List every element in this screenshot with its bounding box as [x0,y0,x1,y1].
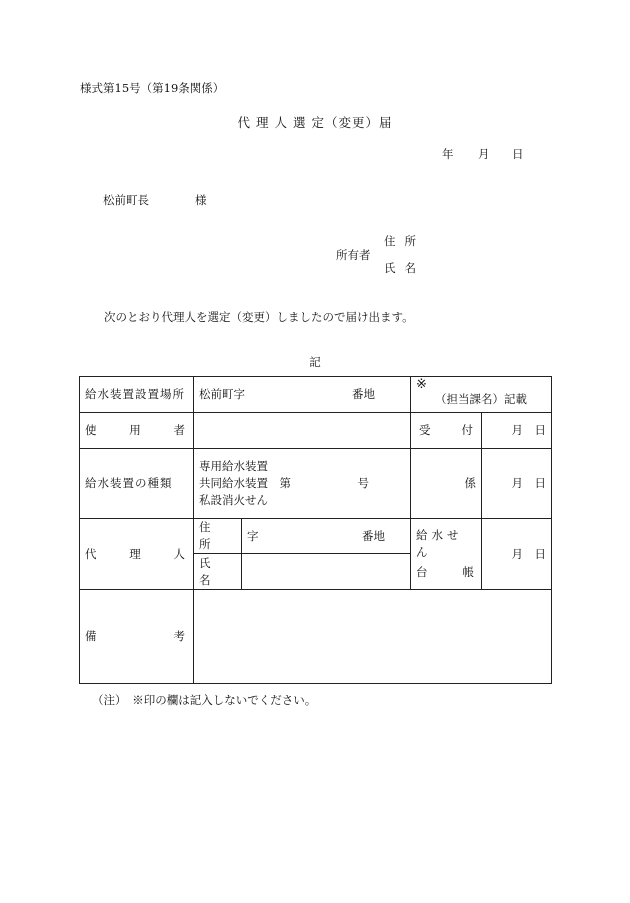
row-agent-address [80,519,552,554]
office-note: （担当課名）記載 [435,392,527,406]
type-option-2: 共同給水装置 第 [199,476,291,491]
form-table [79,376,552,684]
ledger-line2-wrap [416,564,476,581]
row-remarks [80,590,552,684]
row-location [80,377,552,413]
page-title: 代 理 人 選 定（変更）届 [237,115,393,130]
agent-label-3: 人 [173,546,185,561]
agent-aza: 字 [247,528,259,543]
ledger-date[interactable]: 月 日 [482,519,552,590]
location-field[interactable] [194,377,411,413]
type-option-1: 専用給水装置 [199,459,268,474]
agent-name-field[interactable] [242,554,411,590]
agent-name-label: 氏名 [199,555,221,587]
type-go: 号 [357,476,369,491]
agent-address-label: 住所 [199,520,221,551]
agent-address-label-cell [194,519,242,554]
remarks-label-1: 備 [85,629,97,644]
user-label-2: 用 [129,423,141,438]
agent-name-label-cell [194,554,242,590]
date-day: 日 [512,147,524,161]
kakari-label: 係 [411,449,482,519]
received-date[interactable]: 月 日 [482,413,552,449]
agent-label-1: 代 [85,546,97,561]
honorific: 様 [195,193,207,207]
agent-label-2: 理 [129,546,141,561]
ki-heading: 記 [309,355,321,369]
row-user [80,413,552,449]
location-label: 給水装置設置場所 [80,377,194,413]
type-option-3: 私設消火せん [199,492,268,507]
office-use-cell [411,377,552,413]
row-type [80,449,552,519]
ledger-line2-1: 台 [416,565,428,580]
type-field[interactable] [194,449,411,519]
remarks-label-2: 考 [173,629,185,644]
type-label: 給水装置の種類 [80,449,194,519]
date-month: 月 [478,147,490,161]
agent-label-cell [80,519,194,590]
ledger-label-cell [411,519,482,590]
office-mark: ※ [416,377,427,392]
agent-banchi: 番地 [362,528,385,543]
owner-label: 所有者 [336,248,371,262]
kakari-date[interactable]: 月 日 [482,449,552,519]
location-prefix: 松前町字 [199,387,245,402]
ledger-line1: 給水せん [416,527,463,559]
body-text: 次のとおり代理人を選定（変更）しましたので届け出ます。 [104,310,414,324]
user-label-cell [80,413,194,449]
addressee: 松前町長 [103,193,149,207]
user-label-1: 使 [85,423,97,438]
footnote: （注） ※印の欄は記入しないでください。 [92,693,317,707]
user-label-3: 者 [173,423,185,438]
ledger-line2-2: 帳 [462,565,474,580]
agent-address-field[interactable] [242,519,411,554]
date-year: 年 [442,147,454,161]
received-label-2: 付 [461,423,473,438]
owner-name-label: 氏名 [384,261,425,275]
remarks-label-cell [80,590,194,684]
received-label-cell [411,413,482,449]
owner-address-label: 住所 [384,234,425,248]
user-field[interactable] [194,413,411,449]
location-banchi: 番地 [352,387,375,402]
remarks-field[interactable] [194,590,552,684]
form-number: 様式第15号（第19条関係） [80,81,225,95]
received-label-1: 受 [419,423,431,438]
